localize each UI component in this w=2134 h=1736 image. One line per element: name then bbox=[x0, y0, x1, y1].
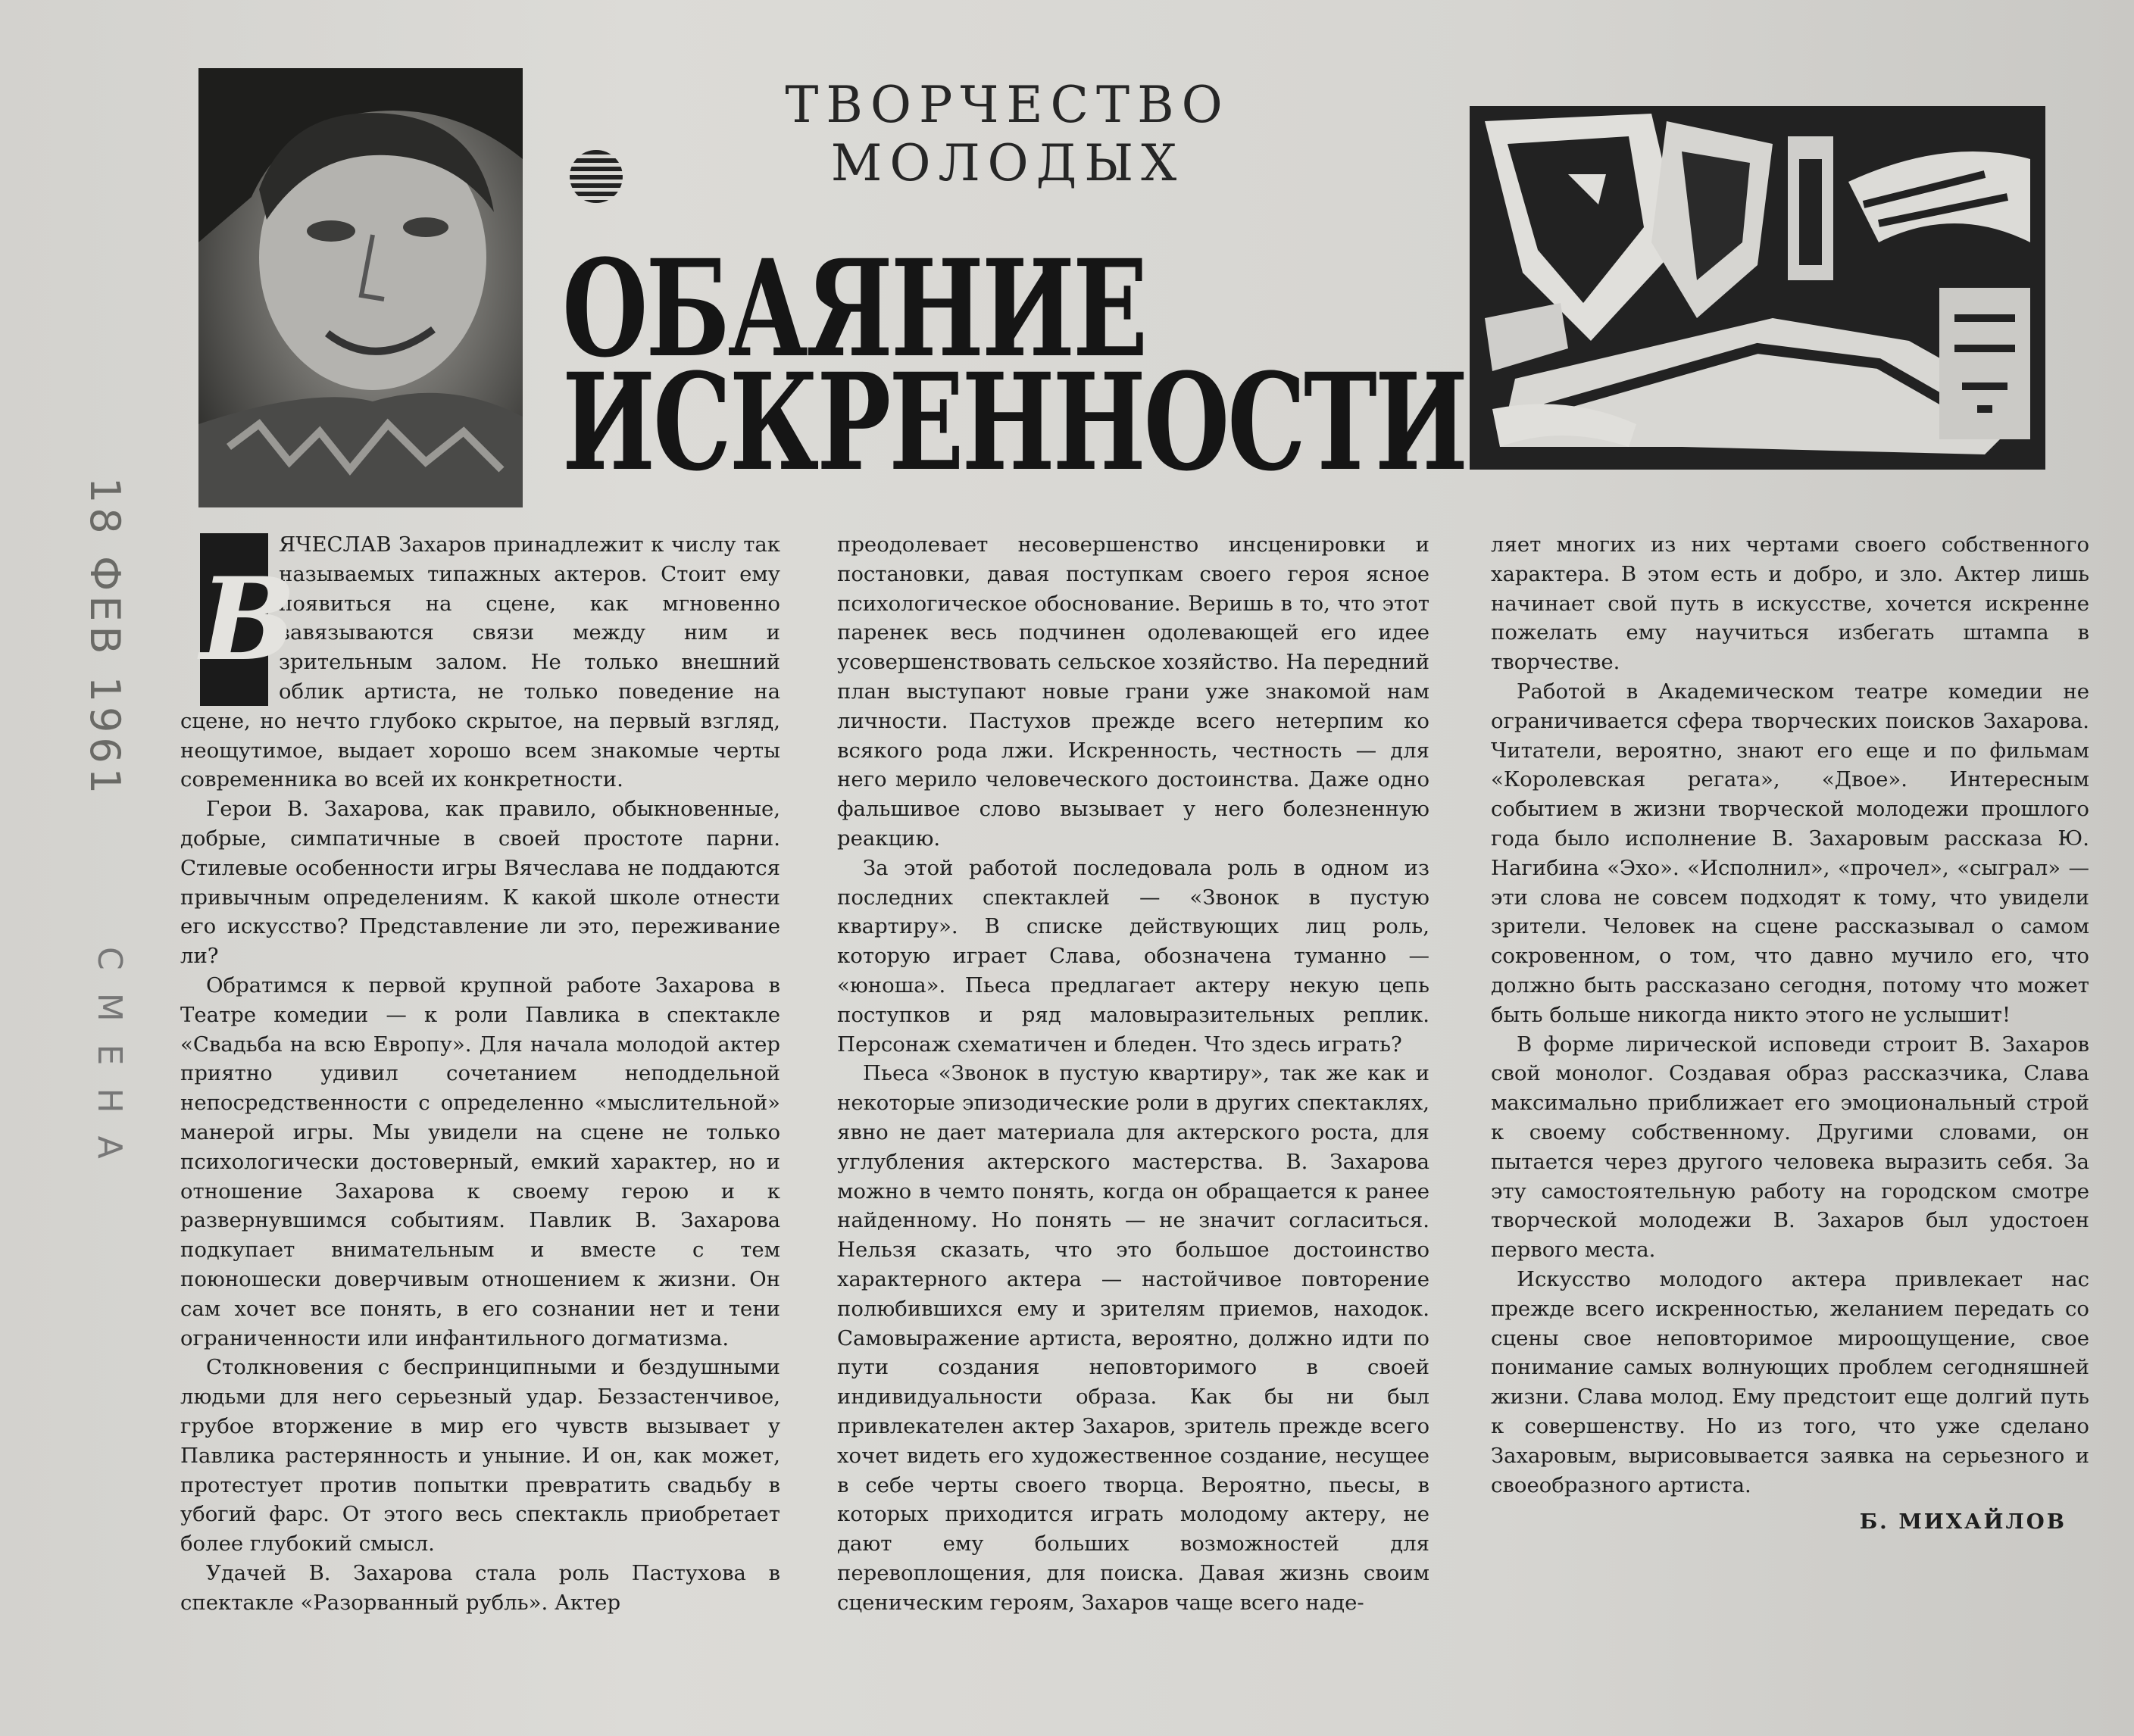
paragraph: Пьеса «Звонок в пустую квартиру», так же как и некоторые эпизодические роли в других спектаклях, явно не дает материала для актерского роста, для углубления актерского мастерства. В. Захарова можно в чемто понять, когда он обращается к ранее найденному. Но понять — не значит согласиться. Нельзя сказать, что это большое достоинство характерного актера — настойчивое повторение полюбившихся ему и зрителям приемов, находок. Самовыражение артиста, вероятно, должно идти по пути создания неповторимого в своей индивидуальности образа. Как бы ни был привлекателен актер Захаров, зритель прежде всего хочет видеть его художественное создание, несущее в себе черты своего творца. Вероятно, пьесы, в которых приходится играть молодому актеру, не дают ему больших возможностей для перевоплощения, для поиска. Давая жизнь своим сценическим героям, Захаров чаще всего наде- bbox=[837, 1061, 1429, 1615]
paragraph: За этой работой последовала роль в одном из последних спектаклей — «Звонок в пустую квартиру». В списке действующих лиц роль, которую играет Слава, обозначена туманно — «юноша». Пьеса предлагает актеру некую цепь поступков и ряд маловыразительных реплик. Персонаж схематичен и бледен. Что здесь играть? bbox=[837, 855, 1429, 1057]
bullet-icon bbox=[570, 150, 623, 203]
headline-line-1: ОБАЯНИЕ bbox=[562, 230, 1146, 387]
source-stamp: СМЕНА bbox=[90, 947, 129, 1182]
paragraph: преодолевает несовершенство инсценировки и постановки, давая поступкам своего героя ясное психологическое обоснование. Веришь в то, что этот паренек весь подчинен одолевающей его идее усовершенствовать сельское хозяйство. На передний план выступают новые грани уже знакомой нам личности. Пастухов прежде всего нетерпим ко всякого рода лжи. Искренность, честность — для него мерило человеческого достоинства. Даже одно фальшивое слово вызывает у него болезненную реакцию. bbox=[837, 532, 1429, 851]
paragraph: Столкновения с беспринципными и бездушными людьми для него серьезный удар. Беззастенчивое, грубое вторжение в мир его чувств вызывает у Павлика растерянность и уныние. И он, как может, протестует против попытки превратить свадьбу в убогий фарс. От этого весь спектакль приобретает более глубокий смысл. bbox=[180, 1355, 780, 1556]
author-signature: Б. МИХАЙЛОВ bbox=[1859, 1510, 2067, 1535]
paragraph: Обратимся к первой крупной работе Захарова в Театре комедии — к роли Павлика в спектакле «Свадьба на всю Европу». Для начала молодой актер приятно удивил сочетанием неподдельной непосредственности с определенно «мыслительной» манерой игры. Мы увидели на сцене не только психологически достоверный, емкий характер, но и отношение Захарова к своему герою и к развернувшимся событиям. Павлик В. Захарова подкупает внимательным и вместе с тем поюношески доверчивым отношением к жизни. Он сам хочет все понять, в его сознании нет и тени ограниченности или инфантильного догматизма. bbox=[180, 973, 780, 1350]
paragraph: Работой в Академическом театре комедии не ограничивается сфера творческих поисков Захарова. Читатели, вероятно, знают его еще и по фильмам «Королевская регата», «Двое». Интересным событием в жизни творческой молодежи прошлого года было исполнение В. Захаровым рассказа Ю. Нагибина «Эхо». «Исполнил», «прочел», «сыграл» — эти слова не совсем подходят к тому, что увидели зрители. Человек на сцене рассказывал о самом сокровенном, о том, что давно мучило его, что должно быть рассказано сегодня, потому что может быть больше никогда никто этого не услышит! bbox=[1491, 679, 2089, 1027]
article-column-1 bbox=[180, 530, 780, 1617]
article-column-2 bbox=[837, 530, 1429, 1617]
paragraph: В форме лирической исповеди строит В. Захаров свой монолог. Создавая образ рассказчика, Слава максимально приближает его эмоциональный строй к своему собственному. Другими словами, он пытается через другого человека выразить себя. За эту самостоятельную работу на городском смотре творческой молодежи В. Захаров был удостоен первого места. bbox=[1491, 1032, 2089, 1263]
portrait-photo bbox=[198, 68, 523, 507]
article-column-3 bbox=[1491, 530, 2089, 1537]
paragraph: Удачей В. Захарова стала роль Пастухова в спектакле «Разорванный рубль». Актер bbox=[180, 1560, 780, 1615]
paragraph: Искусство молодого актера привлекает нас прежде всего искренностью, желанием передать со сцены свое неповторимое мироощущение, свое понимание самых волнующих проблем сегодняшней жизни. Слава молод. Ему предстоит еще долгий путь к совершенству. Но из того, что уже сделано Захаровым, вырисовывается заявка на серьезного и своеобразного артиста. bbox=[1491, 1266, 2089, 1497]
theatre-masks-illustration bbox=[1454, 91, 2061, 485]
paragraph: ляет многих из них чертами своего собственного характера. В этом есть и добро, и зло. Актер лишь начинает свой путь в искусстве, хочется искренне пожелать ему научиться избегать штампа в творчестве. bbox=[1491, 532, 2089, 675]
paragraph: В ЯЧЕСЛАВ Захаров принадлежит к числу так называемых типажных актеров. Стоит ему появиться на сцене, как мгновенно завязываются связи между ним и зрительным залом. Не только внешний облик артиста, не только поведение на сцене, но нечто глубоко скрытое, на первый взгляд, неощутимое, выдает хорошо всем знакомые черты современника во всей их конкретности. bbox=[180, 532, 780, 792]
drop-cap: В bbox=[200, 533, 268, 706]
headline-line-2: ИСКРЕННОСТИ bbox=[562, 344, 1467, 501]
section-kicker: ТВОРЧЕСТВО МОЛОДЫХ bbox=[785, 76, 1230, 192]
paragraph: Герои В. Захарова, как правило, обыкновенные, добрые, симпатичные в своей простоте парни. Стилевые особенности игры Вячеслава не поддаются привычным определениям. К какой школе отнести его искусство? Представление ли это, переживание ли? bbox=[180, 797, 780, 969]
date-stamp: 18 ФЕВ 1961 bbox=[81, 477, 129, 799]
